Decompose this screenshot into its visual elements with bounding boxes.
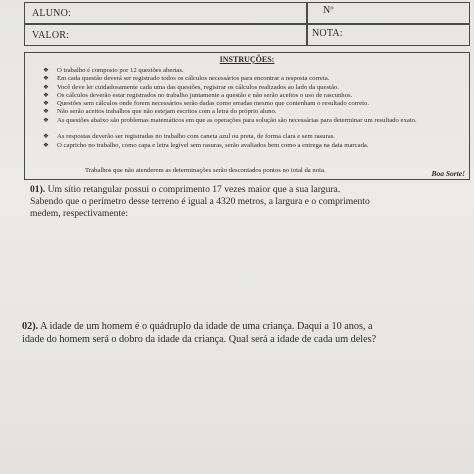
question-2-line1: A idade de um homem é o quádruplo da idade de uma criança. Daqui a 10 anos, a (40, 321, 373, 332)
question-2-line2: idade do homem será o dobro da idade da criança. Qual será a idade de cada um deles? (22, 334, 377, 345)
instructions-closing: Trabalhos que não atenderem as determinações serão descontados pontos no total da nota. (85, 167, 326, 174)
diamond-bullet-icon: ❖ (43, 83, 49, 91)
aluno-label: ALUNO: (32, 8, 71, 19)
diamond-bullet-icon: ❖ (43, 91, 49, 99)
instruction-item: ❖ Você deve ler cuidadosamente cada uma das questões, registrar os cálculos realizados ao lado da questão. (43, 83, 339, 91)
instruction-item: ❖ Questões sem cálculos onde forem necessários serão dadas como erradas mesmo que contenham o resultado correto. (43, 100, 369, 108)
diamond-bullet-icon: ❖ (43, 133, 49, 141)
question-1-number: 01). (30, 184, 46, 195)
instructions-list (43, 67, 463, 150)
question-2-number: 02). (22, 321, 39, 332)
instruction-item: ❖ As respostas deverão ser registradas no trabalho com caneta azul ou preta, de forma clara e sem rasuras. (43, 133, 335, 141)
instructions-box (24, 52, 470, 180)
instruction-item: ❖ Os cálculos deverão estar registrados no trabalho juntamente a questão e não serão aceitos o uso de rascunhos. (43, 91, 353, 99)
instruction-item: ❖ O capricho no trabalho, como capa e letra legível sem rasuras, serão avaliados bem como a entrega na data marcada. (43, 141, 369, 149)
question-2 (22, 320, 472, 346)
good-luck-text: Boa Sorte! (431, 169, 465, 178)
diamond-bullet-icon: ❖ (43, 141, 49, 149)
diamond-bullet-icon: ❖ (43, 67, 49, 74)
question-1-line1: Um sítio retangular possui o comprimento 17 vezes maior que a sua largura. (47, 184, 341, 195)
valor-label: VALOR: (32, 30, 70, 41)
diamond-bullet-icon: ❖ (43, 75, 49, 83)
diamond-bullet-icon: ❖ (43, 108, 49, 116)
nota-label: NOTA: (312, 28, 343, 39)
diamond-bullet-icon: ❖ (43, 100, 49, 108)
instructions-title: INSTRUÇÕES: (219, 55, 275, 64)
diamond-bullet-icon: ❖ (43, 116, 49, 124)
instruction-item: ❖ Em cada questão deverá ser registrado todos os cálculos necessários para encontrar a resposta correta. (43, 75, 330, 83)
instruction-item: ❖ Não serão aceitos trabalhos que não estejam escritos com a letra do próprio aluno. (43, 108, 277, 116)
question-1-line3: medem, respectivamente: (30, 208, 129, 219)
question-1-line2: Sabendo que o perímetro desse terreno é igual a 4320 metros, a largura e o comprimento (30, 196, 370, 207)
instruction-item: ❖ O trabalho é composto por 12 questões abertas. (43, 67, 184, 74)
instruction-item: ❖ As questões abaixo são problemas matemáticos em que as operações para solução são necessárias para determinar um resultado exato. (43, 116, 417, 124)
numero-label: Nº (323, 5, 334, 16)
question-1 (30, 184, 470, 220)
